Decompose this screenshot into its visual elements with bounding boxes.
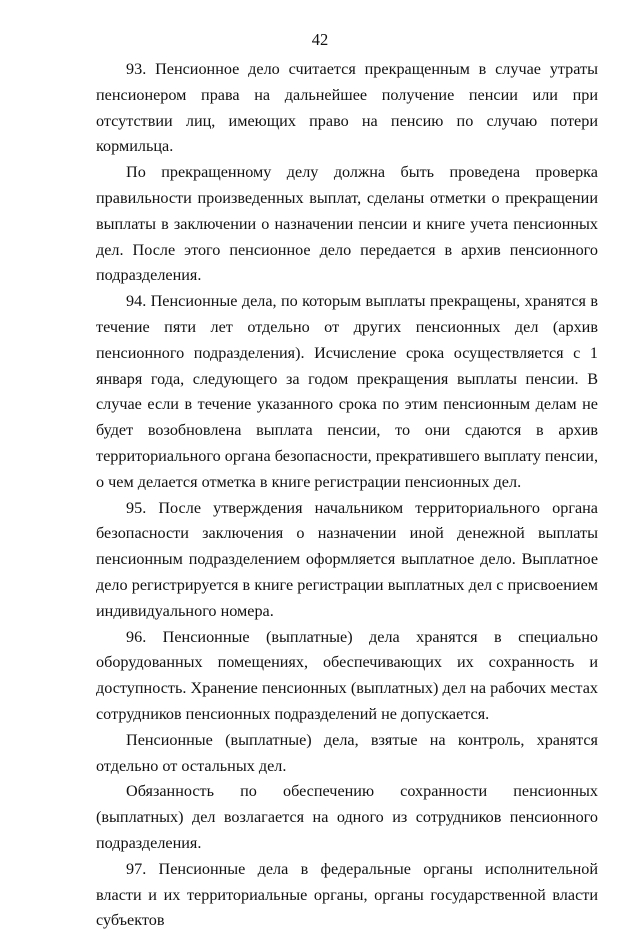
paragraph-93: 93. Пенсионное дело считается прекращенным в случае утраты пенсионером права на дальнейшее получение пенсии или при отсутствии лиц, имеющих право на пенсию по случаю потери кормильца.: [96, 60, 598, 156]
document-body: [96, 57, 598, 934]
paragraph-96-control: Пенсионные (выплатные) дела, взятые на контроль, хранятся отдельно от остальных дел.: [96, 730, 598, 775]
paragraph-96-responsibility: Обязанность по обеспечению сохранности пенсионных (выплатных) дел возлагается на одного из сотрудников пенсионного подразделения.: [96, 782, 598, 852]
paragraph-97: 97. Пенсионные дела в федеральные органы исполнительной власти и их территориальные органы, органы государственной власти субъектов: [96, 859, 598, 930]
paragraph-94: 94. Пенсионные дела, по которым выплаты прекращены, хранятся в течение пяти лет отдельно от других пенсионных дел (архив пенсионного подразделения). Исчисление срока осуществляется с 1 января года, следующего за годом прекращения выплаты пенсии. В случае если в течение указанного срока по этим пенсионным делам не будет возобновлена выплата пенсии, то они сдаются в архив территориального органа безопасности, прекратившего выплату пенсии, о чем делается отметка в книге регистрации пенсионных дел.: [96, 292, 598, 491]
paragraph-95: 95. После утверждения начальником территориального органа безопасности заключения о назначении иной денежной выплаты пенсионным подразделением оформляется выплатное дело. Выплатное дело регистрируется в книге регистрации выплатных дел с присвоением индивидуального номера.: [96, 498, 598, 620]
paragraph-96: 96. Пенсионные (выплатные) дела хранятся в специально оборудованных помещениях, обеспечивающих их сохранность и доступность. Хранение пенсионных (выплатных) дел на рабочих местах сотрудников пенсионных подразделений не допускается.: [96, 627, 598, 723]
page-number: 42: [311, 30, 329, 49]
paragraph-93-verification: По прекращенному делу должна быть проведена проверка правильности произведенных выплат, сделаны отметки о прекращении выплаты в заключении о назначении пенсии и книге учета пенсионных дел. После этого пенсионное дело передается в архив пенсионного подразделения.: [96, 163, 598, 285]
